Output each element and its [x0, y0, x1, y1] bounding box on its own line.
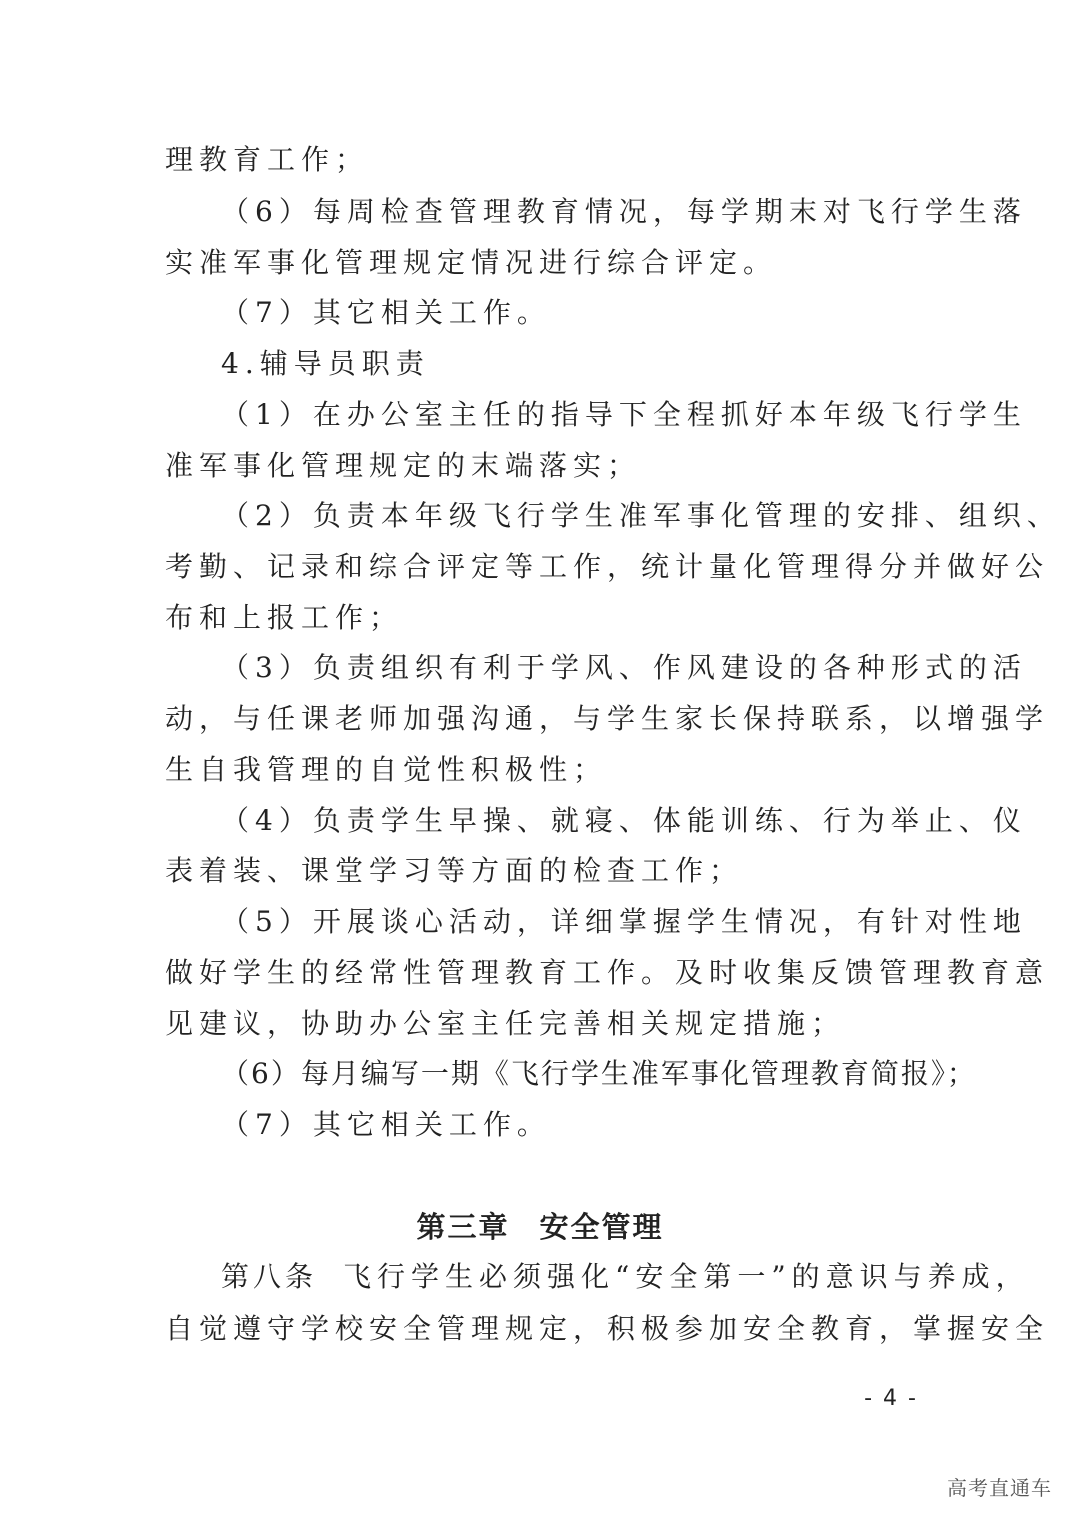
text-line: （4）负责学生早操、就寝、体能训练、行为举止、仪 — [221, 804, 1027, 837]
text-line: （5）开展谈心活动，详细掌握学生情况，有针对性地 — [221, 905, 1027, 938]
text-line: （1）在办公室主任的指导下全程抓好本年级飞行学生 — [221, 398, 1027, 431]
article-line — [221, 1257, 1030, 1297]
text-line: （6）每月编写一期《飞行学生准军事化管理教育简报》； — [221, 1057, 977, 1090]
watermark: 高考直通车 — [947, 1476, 1052, 1500]
text-line: 做好学生的经常性管理教育工作。及时收集反馈管理教育意 — [165, 956, 1050, 989]
text-line: （7）其它相关工作。 — [221, 296, 551, 329]
text-line: （2）负责本年级飞行学生准军事化管理的安排、组织、 — [221, 499, 1061, 532]
text-line: 自觉遵守学校安全管理规定，积极参加安全教育，掌握安全 — [165, 1312, 1050, 1345]
text-line: 布和上报工作； — [165, 601, 404, 634]
page-number: - 4 - — [864, 1386, 918, 1411]
text-line: 表着装、课堂学习等方面的检查工作； — [165, 854, 744, 887]
chapter-number: 第三章 — [416, 1210, 510, 1244]
text-line: 考勤、记录和综合评定等工作，统计量化管理得分并做好公 — [165, 550, 1050, 583]
article-text: 飞行学生必须强化“安全第一”的意识与养成， — [343, 1260, 1030, 1293]
chapter-title: 安全管理 — [539, 1210, 664, 1244]
text-line: 生自我管理的自觉性积极性； — [165, 753, 608, 786]
chapter-heading — [0, 1205, 1080, 1249]
text-line: 准军事化管理规定的末端落实； — [165, 449, 642, 482]
text-line: （6）每周检查管理教育情况，每学期末对飞行学生落 — [221, 195, 1027, 228]
article-label: 第八条 — [221, 1260, 318, 1293]
section-heading: 4.辅导员职责 — [221, 347, 430, 380]
text-line: （7）其它相关工作。 — [221, 1108, 551, 1141]
text-line: 见建议，协助办公室主任完善相关规定措施； — [165, 1007, 846, 1040]
text-line: 理教育工作； — [165, 143, 370, 176]
text-line: （3）负责组织有利于学风、作风建设的各种形式的活 — [221, 651, 1027, 684]
text-line: 动，与任课老师加强沟通，与学生家长保持联系，以增强学 — [165, 702, 1050, 735]
text-line: 实准军事化管理规定情况进行综合评定。 — [165, 246, 778, 279]
